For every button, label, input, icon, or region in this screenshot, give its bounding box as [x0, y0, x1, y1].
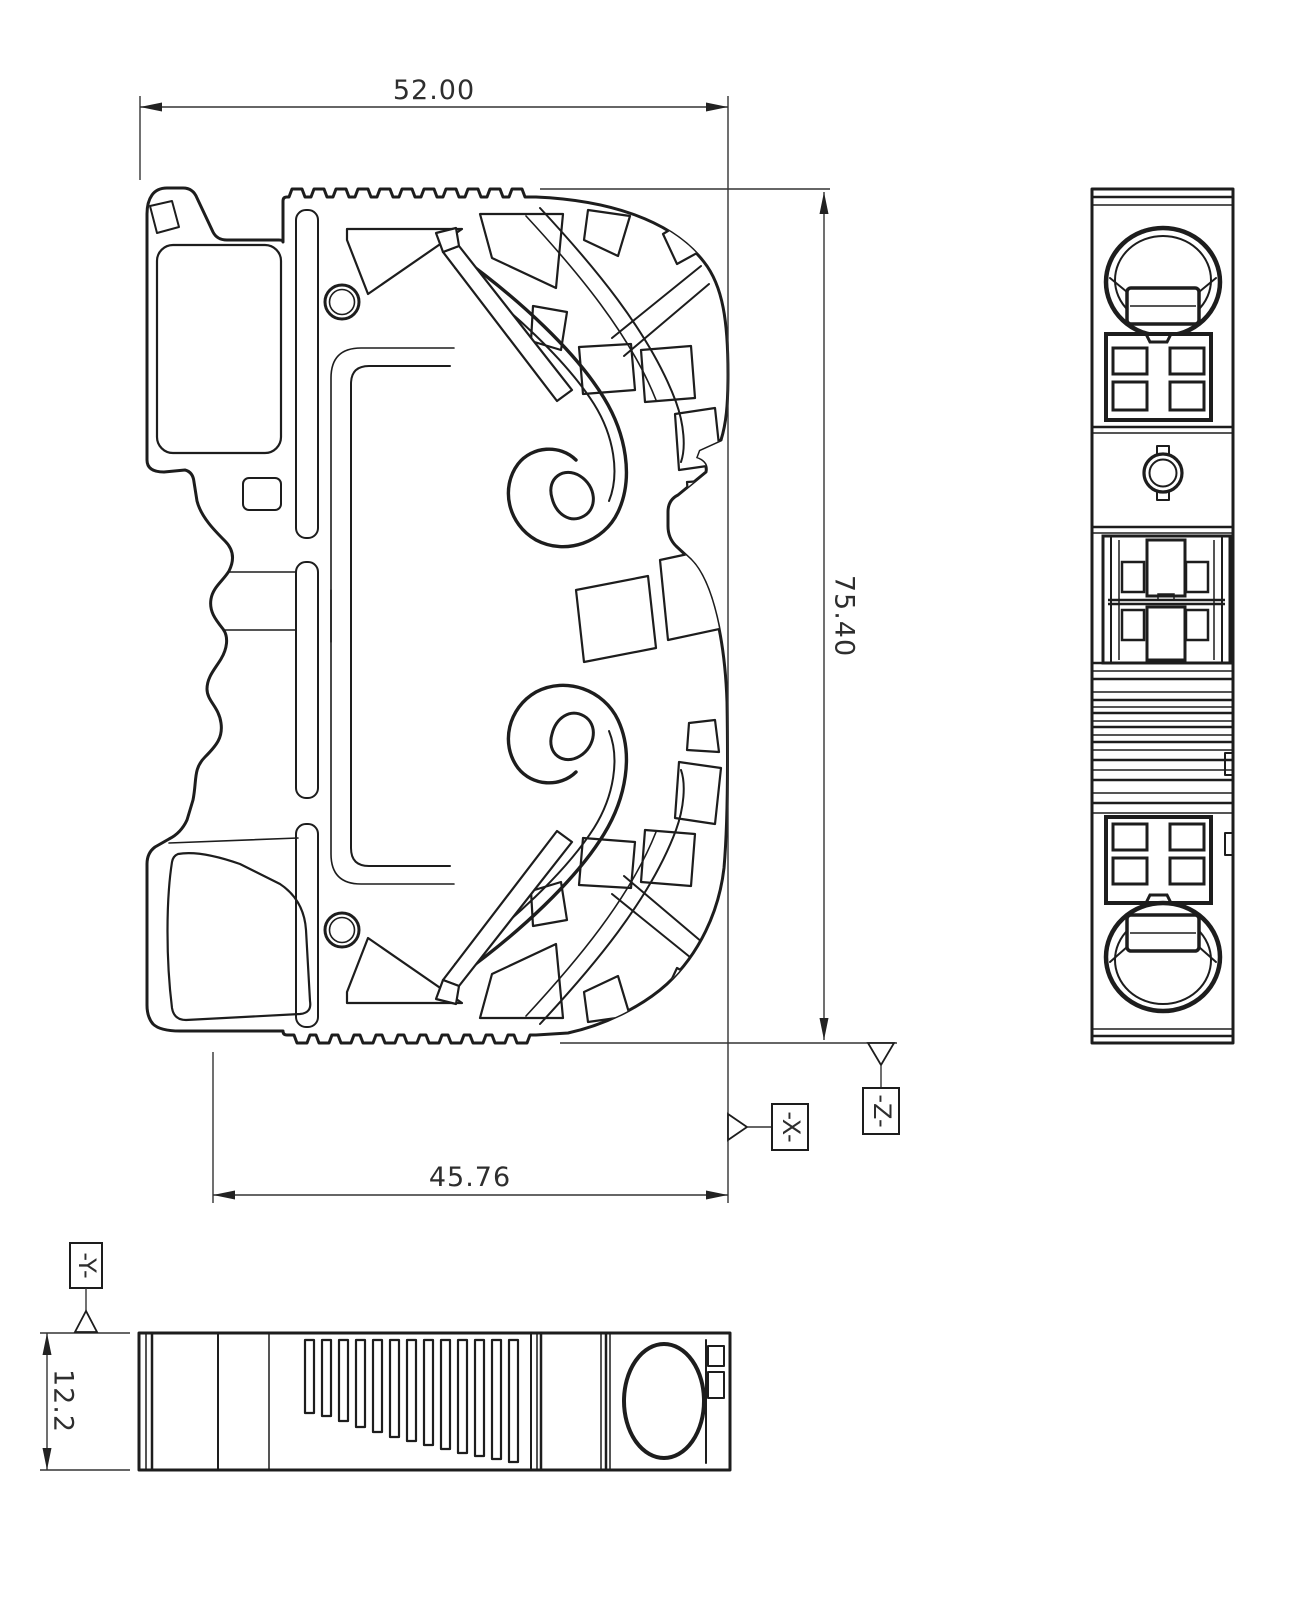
datum-x — [728, 1104, 808, 1150]
dim-thickness-label: 12.2 — [47, 1368, 79, 1434]
datum-triangle — [75, 1311, 97, 1332]
bottom-view — [139, 1333, 730, 1470]
dimension-lower-width — [213, 1052, 728, 1203]
datum-y — [70, 1243, 102, 1332]
dim-overall-width-label: 52.00 — [392, 75, 476, 106]
wire-entry-side — [624, 1344, 704, 1458]
datum-y-label: -Y- — [73, 1252, 101, 1279]
datum-z-label: -Z- — [868, 1094, 896, 1128]
datum-x-label: -X- — [777, 1111, 805, 1143]
dim-overall-height-label: 75.40 — [828, 574, 860, 658]
datum-triangle — [728, 1114, 747, 1140]
busbar-cutout — [660, 548, 724, 640]
front-view — [1092, 189, 1233, 1043]
dim-lower-width-label: 45.76 — [428, 1162, 512, 1193]
din-rail-window — [157, 245, 281, 453]
busbar-cutout — [576, 576, 656, 662]
dimension-thickness — [40, 1333, 130, 1470]
datum-z — [863, 1043, 899, 1134]
side-section-view — [147, 188, 728, 1043]
clamp-window-top — [1106, 334, 1211, 420]
datum-triangle — [868, 1043, 894, 1065]
clamp-window-bottom — [1106, 817, 1211, 903]
